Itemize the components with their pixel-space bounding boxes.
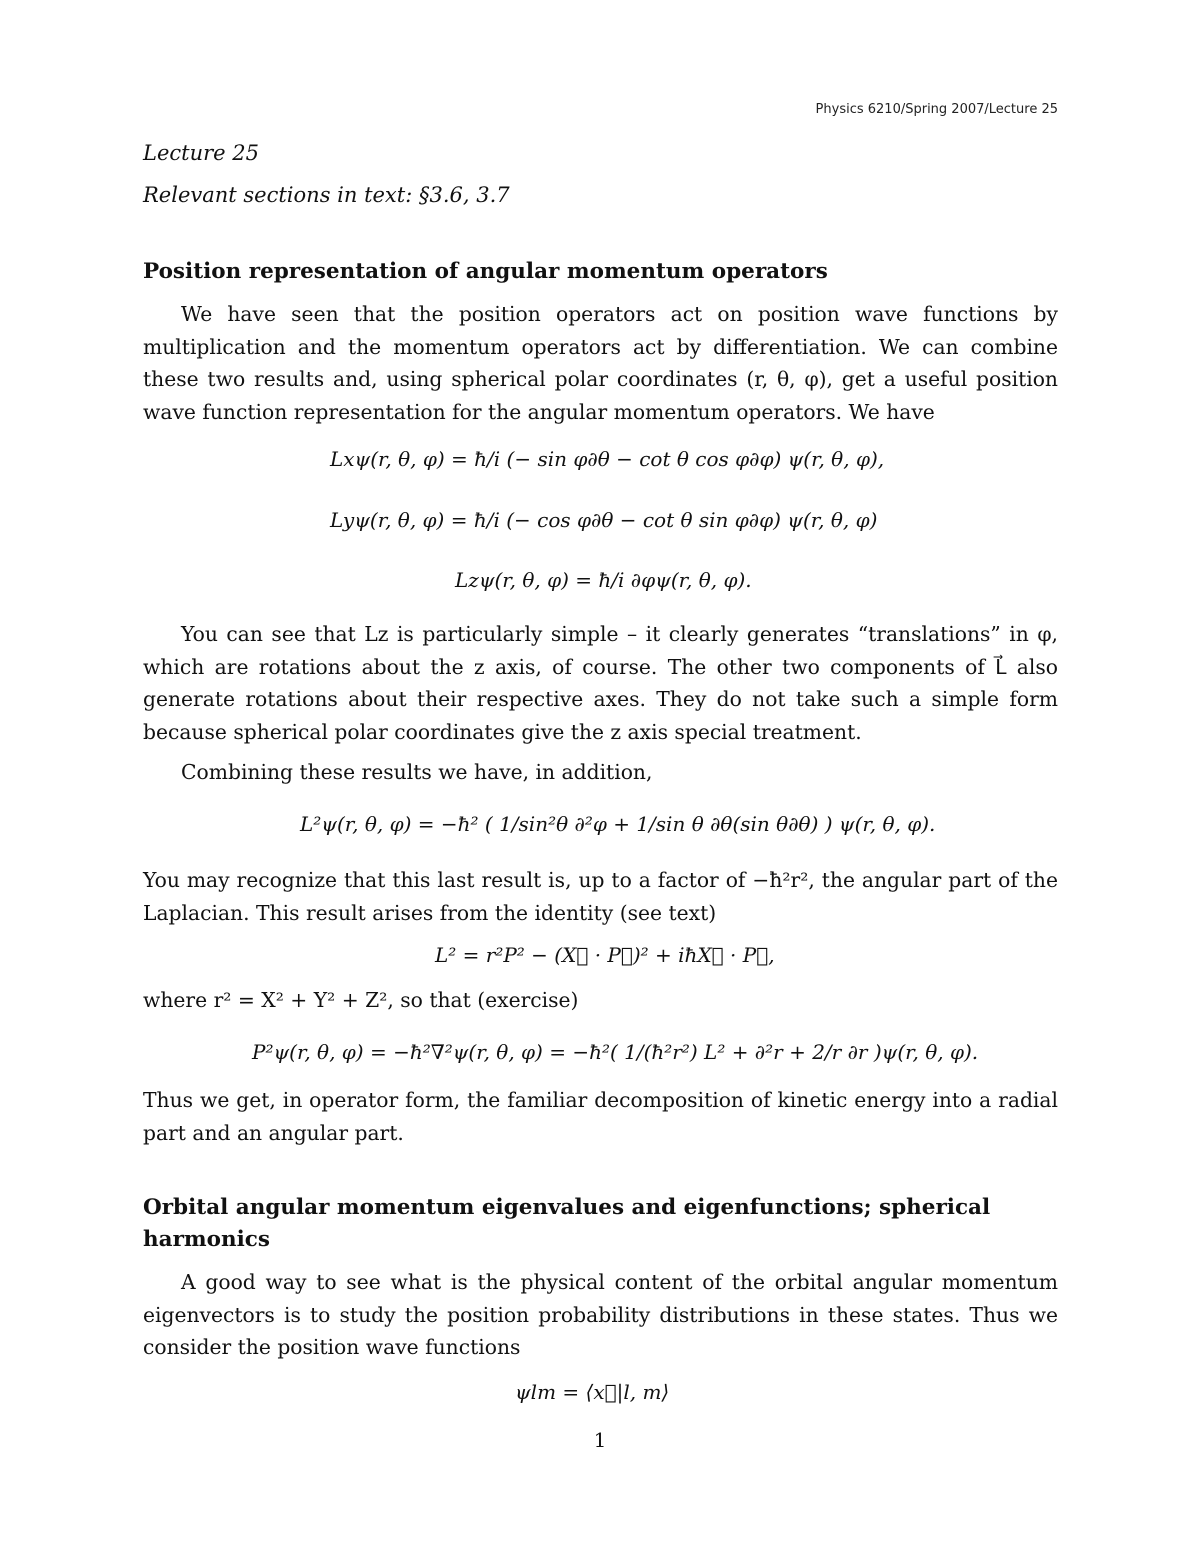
paragraph-intro: We have seen that the position operators act on position wave functions by multiplication and the momentum operators act by differentiation. We can combine these two results and, using spherical polar coordinates (r, θ, φ), get a useful position wave function representation for the angular momentum operators. We have xyxy=(143,302,1058,424)
equation-l-squared: L²ψ(r, θ, φ) = −ħ² ( 1/sin²θ ∂²φ + 1/sin θ ∂θ(sin θ∂θ) ) ψ(r, θ, φ). xyxy=(300,812,936,836)
paragraph-where: where r² = X² + Y² + Z², so that (exercise) xyxy=(143,988,579,1012)
lecture-title: Lecture 25 xyxy=(143,141,259,165)
equation-lx: Lxψ(r, θ, φ) = ħ/i (− sin φ∂θ − cot θ cos φ∂φ) ψ(r, θ, φ), xyxy=(330,447,885,471)
paragraph-kinetic-energy: Thus we get, in operator form, the familiar decomposition of kinetic energy into a radial part and an angular part. xyxy=(143,1088,1058,1145)
equation-psi-lm: ψlm = ⟨x⃗|l, m⟩ xyxy=(515,1380,670,1404)
section-heading-orbital-angular-momentum: Orbital angular momentum eigenvalues and eigenfunctions; spherical harmonics xyxy=(143,1195,991,1252)
equation-lz: Lzψ(r, θ, φ) = ħ/i ∂φψ(r, θ, φ). xyxy=(455,568,752,592)
paragraph-laplacian: You may recognize that this last result is, up to a factor of −ħ²r², the angular part of the Laplacian. This result arises from the identity (see text) xyxy=(143,868,1058,925)
equation-identity: L² = r²P² − (X⃗ · P⃗)² + iħX⃗ · P⃗, xyxy=(435,943,775,967)
equation-ly: Lyψ(r, θ, φ) = ħ/i (− cos φ∂θ − cot θ sin φ∂φ) ψ(r, θ, φ) xyxy=(330,508,878,532)
equation-p-squared: P²ψ(r, θ, φ) = −ħ²∇²ψ(r, θ, φ) = −ħ²( 1/(ħ²r²) L² + ∂²r + 2/r ∂r )ψ(r, θ, φ). xyxy=(252,1040,979,1064)
paragraph-position-distributions: A good way to see what is the physical content of the orbital angular momentum eigenvectors is to study the position probability distributions in these states. Thus we consider the position wave functions xyxy=(143,1270,1058,1359)
paragraph-combining: Combining these results we have, in addition, xyxy=(181,760,653,784)
running-head: Physics 6210/Spring 2007/Lecture 25 xyxy=(815,102,1058,117)
relevant-sections: Relevant sections in text: §3.6, 3.7 xyxy=(143,183,510,207)
page-number: 1 xyxy=(593,1428,607,1452)
section-heading-position-representation: Position representation of angular momentum operators xyxy=(143,259,828,284)
paragraph-lz-discussion: You can see that Lz is particularly simple – it clearly generates “translations” in φ, which are rotations about the z axis, of course. The other two components of L⃗ also generate rotations about their respective axes. They do not take such a simple form because spherical polar coordinates give the z axis special treatment. xyxy=(143,622,1058,744)
